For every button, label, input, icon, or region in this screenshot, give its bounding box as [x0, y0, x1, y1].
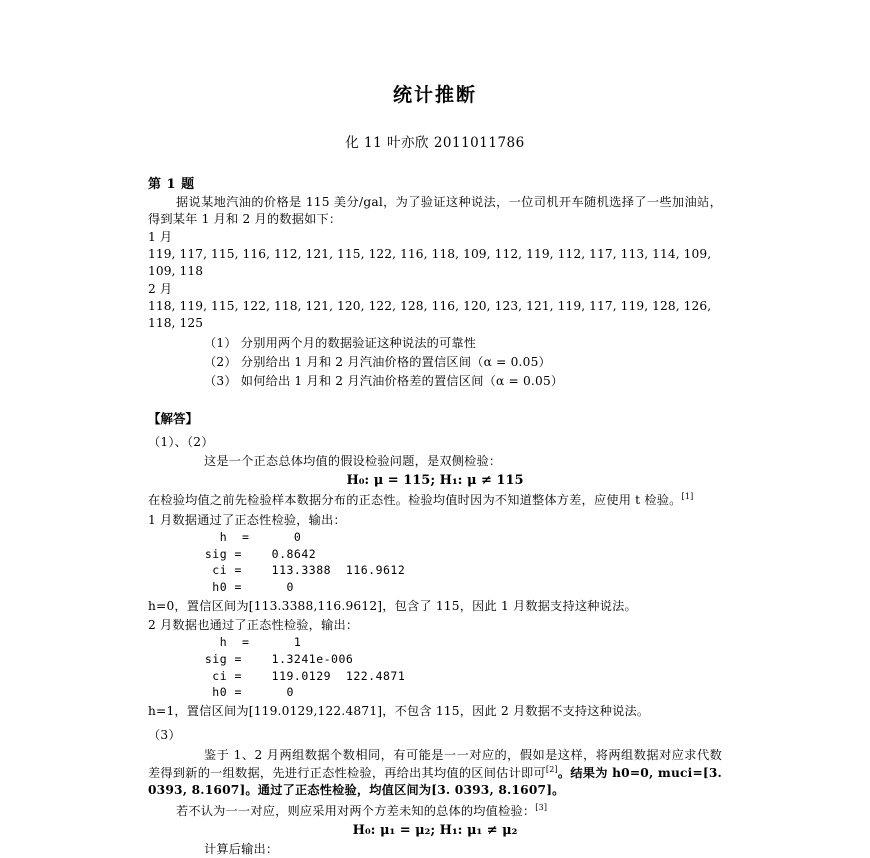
part3-paragraph-1a: 鉴于 1、2 月两组数据个数相同，有可能是一一对应的，假如是这样，将两组数据对应求代数差得到新的一组数据，先进行正态性检验，再给出其均值的区间估计即可 — [148, 747, 722, 781]
normality-note-text: 在检验均值之前先检验样本数据分布的正态性。检验均值时因为不知道整体方差，应使用 t 检验。 — [148, 493, 682, 508]
part3-paragraph-1 — [148, 747, 722, 800]
month2-conclusion: h=1，置信区间为[119.0129,122.4871]，不包含 115，因此 2 月数据不支持这种说法。 — [148, 704, 650, 719]
footnote-ref-3: [3] — [535, 802, 548, 812]
author-line: 化 11 叶亦欣 2011011786 — [345, 135, 525, 151]
month1-test-intro: 1 月数据通过了正态性检验，输出： — [148, 512, 346, 527]
month1-output-line-2: sig = 0.8642 — [190, 546, 317, 561]
part3-paragraph-2 — [148, 802, 722, 820]
hypothesis-formula-2: H₀: μ₁ = μ₂; H₁: μ₁ ≠ μ₂ — [352, 823, 518, 839]
part3-paragraph-1b: 。结果为 h0=0, muci=[3. 0393, 8.1607]。通过了正态性检验，均值区间为[3. 0393, 8.1607]。 — [148, 766, 722, 798]
footnote-ref-1: [1] — [681, 492, 694, 502]
part3-label: （3） — [148, 728, 181, 743]
month2-output-line-3: ci = 119.0129 122.4871 — [190, 668, 406, 683]
hypothesis-formula-1: H₀: μ = 115; H₁: μ ≠ 115 — [346, 473, 524, 489]
month1-label: 1 月 — [148, 229, 173, 244]
question-1: （1） 分别用两个月的数据验证这种说法的可靠性 — [204, 335, 477, 350]
part12-label: （1）、（2） — [148, 434, 214, 449]
month2-test-intro: 2 月数据也通过了正态性检验，输出： — [148, 618, 359, 632]
answer-heading: 【解答】 — [148, 410, 199, 426]
month1-data: 119, 117, 115, 116, 112, 121, 115, 122, 116, 118, 109, 112, 119, 112, 117, 113, 114, 109, 109, 118 — [148, 246, 712, 279]
problem-intro: 据说某地汽油的价格是 115 美分/gal，为了验证这种说法，一位司机开车随机选择了一些加油站，得到某年 1 月和 2 月的数据如下： — [148, 195, 722, 227]
month2-output-line-4: h0 = 0 — [190, 685, 294, 700]
question-3: （3） 如何给出 1 月和 2 月汽油价格差的置信区间（α = 0.05） — [204, 374, 564, 389]
page-title: 统计推断 — [392, 84, 477, 106]
part3-paragraph-2-text: 若不认为一一对应，则应采用对两个方差未知的总体的均值检验： — [176, 803, 536, 818]
month1-conclusion: h=0，置信区间为[113.3388,116.9612]，包含了 115，因此 1 月数据支持这种说法。 — [148, 598, 637, 613]
problem-heading: 第 1 题 — [148, 177, 195, 192]
month2-output-line-1: h = 1 — [190, 635, 302, 650]
footnote-ref-2: [2] — [545, 765, 558, 774]
part3-paragraph-3: 计算后输出： — [204, 842, 279, 857]
month1-output-line-4: h0 = 0 — [190, 580, 294, 594]
month2-data: 118, 119, 115, 122, 118, 121, 120, 122, 128, 116, 120, 123, 121, 119, 117, 119, 128, 126, 118, 125 — [148, 298, 712, 331]
question-2: （2） 分别给出 1 月和 2 月汽油价格的置信区间（α = 0.05） — [204, 354, 551, 369]
month2-output-line-2: sig = 1.3241e-006 — [190, 652, 354, 666]
month1-output-line-3: ci = 113.3388 116.9612 — [190, 563, 406, 578]
month1-output-line-1: h = 0 — [190, 529, 302, 544]
part12-intro: 这是一个正态总体均值的假设检验问题，是双侧检验： — [204, 453, 502, 468]
month2-label: 2 月 — [148, 281, 173, 296]
normality-note — [148, 491, 722, 509]
